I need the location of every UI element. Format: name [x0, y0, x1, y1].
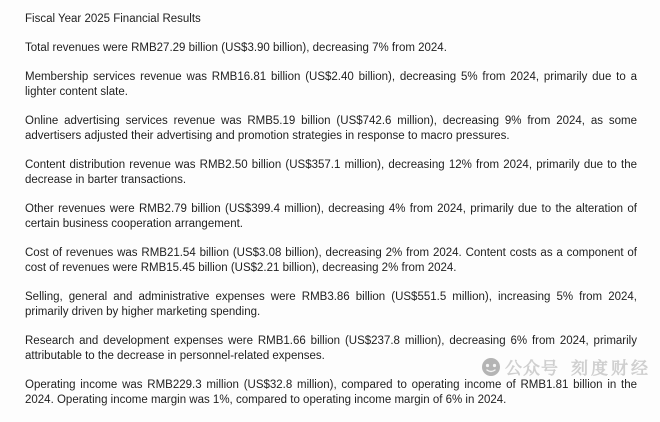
document: [25, 12, 637, 422]
paragraph-content-distribution-revenue: Content distribution revenue was RMB2.50 billion (US$357.1 million), decreasing 12% from 2024, primarily due to the decrease in barter transactions.: [25, 159, 637, 186]
paragraph-online-advertising-revenue: Online advertising services revenue was RMB5.19 billion (US$742.6 million), decreasing 9% from 2024, as some advertisers adjusted their advertising and promotion strategies in response to macro pressures.: [25, 115, 637, 142]
page-title: Fiscal Year 2025 Financial Results: [25, 13, 201, 25]
paragraph-operating-income: Operating income was RMB229.3 million (US$32.8 million), compared to operating income of RMB1.81 billion in the 2024. Operating income margin was 1%, compared to operating income margin of 6% in 2024.: [25, 379, 637, 406]
paragraph-other-revenues: Other revenues were RMB2.79 billion (US$399.4 million), decreasing 4% from 2024, primarily due to the alteration of certain business cooperation arrangement.: [25, 203, 637, 230]
paragraph-membership-services-revenue: Membership services revenue was RMB16.81 billion (US$2.40 billion), decreasing 5% from 2024, primarily due to a lighter content slate.: [25, 71, 637, 98]
paragraph-sga-expenses: Selling, general and administrative expenses were RMB3.86 billion (US$551.5 million), increasing 5% from 2024, primarily driven by higher marketing spending.: [25, 291, 637, 318]
paragraph-cost-of-revenues: Cost of revenues was RMB21.54 billion (US$3.08 billion), decreasing 2% from 2024. Content costs as a component of cost of revenues were RMB15.45 billion (US$2.21 billion), decreasing 2% from 2024.: [25, 247, 637, 274]
watermark-brand-label: 刻度财经: [571, 359, 651, 378]
paragraph-total-revenues: Total revenues were RMB27.29 billion (US$3.90 billion), decreasing 7% from 2024.: [25, 42, 447, 54]
paragraph-rd-expenses: Research and development expenses were RMB1.66 billion (US$237.8 million), decreasing 6% from 2024, primarily attributable to the decrease in personnel-related expenses.: [25, 335, 637, 362]
watermark-account-type-label: 公众号: [505, 359, 559, 378]
